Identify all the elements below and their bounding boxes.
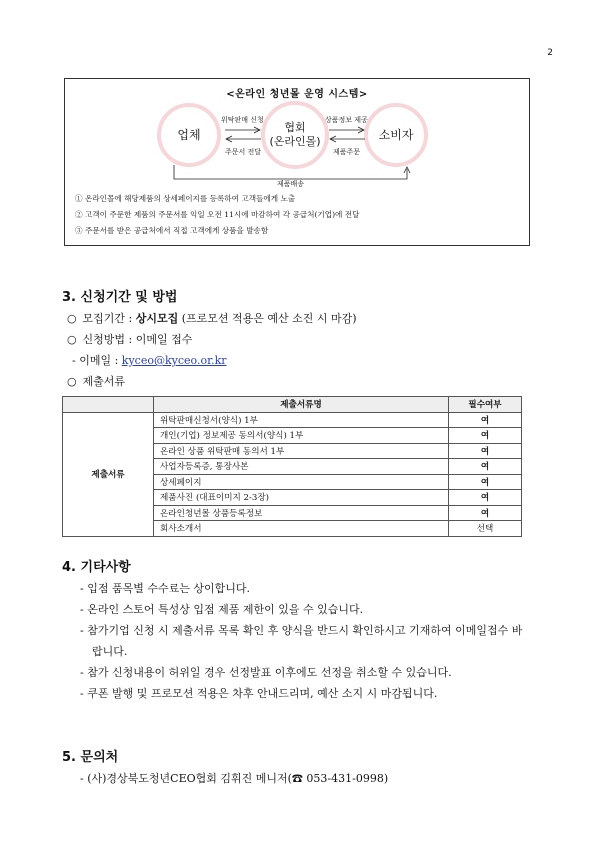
delivery-label: 제품배송 [277, 180, 305, 188]
bullet-circle-icon: ○ [67, 333, 77, 346]
arrow-left-top-label: 위탁판매 신청 [221, 116, 264, 124]
period-line [67, 310, 357, 326]
system-note-3: ③ 주문서를 받은 공급처에서 직접 고객에게 상품을 발송함 [75, 226, 269, 235]
doc-required: 여 [449, 490, 522, 506]
doc-required: 여 [449, 412, 522, 428]
section4-heading: 4. 기타사항 [62, 560, 131, 575]
system-title: <온라인 청년몰 운영 시스템> [226, 89, 368, 100]
doc-name: 회사소개서 [154, 521, 449, 537]
arrow-right-bottom-label: 제품주문 [333, 148, 361, 156]
table-row [63, 412, 522, 428]
list-item: - 입점 품목별 수수료는 상이합니다. [80, 582, 250, 595]
period-value: 상시모집 [135, 312, 179, 325]
docs-title: 제출서류 [82, 375, 126, 388]
doc-required: 여 [449, 428, 522, 444]
arrow-right-top-label: 상품정보 제공 [325, 116, 368, 124]
page-number: 2 [547, 48, 553, 58]
doc-name: 개인(기업) 정보제공 동의서(양식) 1부 [154, 428, 449, 444]
doc-required: 여 [449, 443, 522, 459]
doc-required: 선택 [449, 521, 522, 537]
list-item: - 참가기업 신청 시 제출서류 목록 확인 후 양식을 반드시 확인하시고 기재하여 이메일접수 바랍니다. [80, 624, 523, 658]
exchange-arrows-icon [223, 125, 263, 145]
system-diagram-box [64, 78, 530, 246]
table-header-blank [63, 397, 154, 413]
doc-required: 여 [449, 505, 522, 521]
system-note-2: ② 고객이 주문한 제품의 주문서를 익일 오전 11시에 마감하여 각 공급처(기업)에 전달 [75, 210, 360, 219]
doc-name: 온라인 상품 위탁판매 동의서 1부 [154, 443, 449, 459]
method-line [67, 331, 192, 347]
email-line [72, 352, 227, 368]
doc-name: 위탁판매신청서(양식) 1부 [154, 412, 449, 428]
system-note-1: ① 온라인몰에 해당제품의 상세페이지를 등록하여 고객들에게 노출 [75, 194, 296, 203]
table-header-name: 제출서류명 [154, 397, 449, 413]
email-label: - 이메일 : [72, 354, 122, 367]
list-item: - 참가 신청내용이 허위일 경우 선정발표 이후에도 선정을 취소할 수 있습니다. [80, 666, 452, 679]
table-header-row [63, 397, 522, 413]
node-association-line2: (온라인몰) [269, 135, 321, 148]
doc-name: 제품사진 (대표이미지 2-3장) [154, 490, 449, 506]
documents-table [62, 396, 522, 537]
table-header-required: 필수여부 [449, 397, 522, 413]
table-row-header: 제출서류 [63, 412, 154, 536]
doc-name: 사업자등록증, 통장사본 [154, 459, 449, 475]
node-association-line1: 협회 [284, 121, 306, 134]
doc-name: 온라인청년몰 상품등록정보 [154, 505, 449, 521]
exchange-arrows-icon-2 [327, 125, 367, 145]
method-text: 신청방법 : 이메일 접수 [82, 333, 193, 346]
node-consumer: 소비자 [364, 103, 428, 167]
misc-list [80, 578, 532, 704]
list-item: - 온라인 스토어 특성상 입점 제품 제한이 있을 수 있습니다. [80, 603, 364, 616]
doc-required: 여 [449, 474, 522, 490]
node-association [261, 101, 329, 169]
doc-required: 여 [449, 459, 522, 475]
email-link[interactable]: kyceo@kyceo.or.kr [121, 354, 227, 367]
list-item: - 쿠폰 발행 및 프로모션 적용은 차후 안내드리며, 예산 소지 시 마감됩니다. [80, 687, 438, 700]
bullet-circle-icon: ○ [67, 375, 77, 388]
doc-name: 상세페이지 [154, 474, 449, 490]
node-company: 업체 [157, 103, 221, 167]
contact-line: - (사)경상북도청년CEO협회 김휘진 메니저(☎ 053-431-0998) [80, 772, 389, 785]
period-label: 모집기간 : [82, 312, 136, 325]
section5-heading: 5. 문의처 [62, 750, 119, 765]
period-note: (프로모션 적용은 예산 소진 시 마감) [178, 312, 357, 325]
docs-title-line [67, 373, 125, 389]
section3-heading: 3. 신청기간 및 방법 [62, 290, 178, 305]
bullet-circle-icon: ○ [67, 312, 77, 325]
arrow-left-bottom-label: 주문서 전달 [225, 148, 262, 156]
